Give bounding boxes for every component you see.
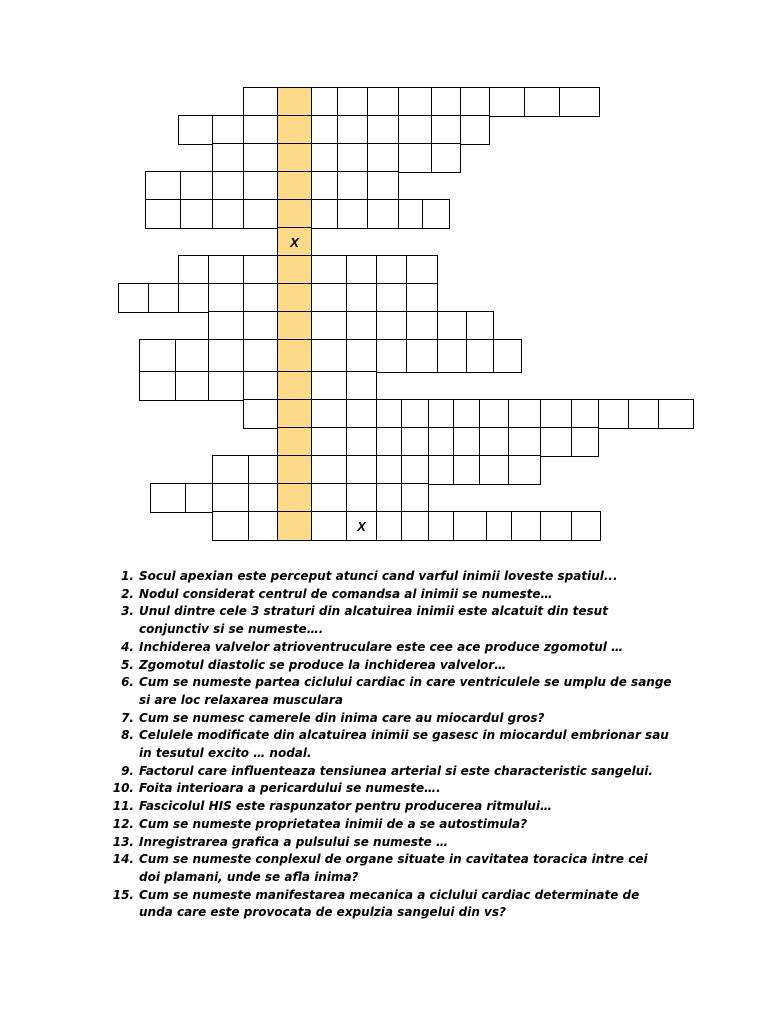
clue-item — [112, 763, 672, 781]
crossword-cell[interactable] — [376, 427, 402, 457]
clue-item — [112, 586, 672, 604]
crossword-cell[interactable] — [376, 483, 402, 513]
crossword-cell-highlighted[interactable] — [277, 339, 312, 373]
crossword-cell[interactable] — [243, 339, 278, 373]
crossword-cell[interactable] — [406, 255, 438, 285]
crossword-cell[interactable] — [460, 87, 490, 117]
crossword-cell[interactable] — [422, 199, 450, 229]
crossword-cell[interactable] — [311, 255, 347, 285]
crossword-cell[interactable] — [311, 171, 338, 201]
clue-number: 5. — [121, 657, 134, 672]
crossword-cell[interactable] — [346, 427, 377, 457]
crossword-cell[interactable] — [337, 171, 368, 201]
crossword-cell[interactable] — [178, 283, 209, 313]
crossword-cell[interactable] — [460, 115, 490, 145]
clue-item — [112, 710, 672, 728]
crossword-cell[interactable] — [346, 311, 377, 341]
crossword-cell[interactable] — [376, 339, 407, 373]
crossword-cell[interactable] — [311, 115, 338, 145]
clue-list — [112, 568, 672, 922]
crossword-cell[interactable] — [453, 399, 480, 429]
crossword-cell-highlighted[interactable] — [277, 511, 312, 541]
crossword-cell[interactable] — [508, 427, 541, 457]
crossword-cell[interactable] — [398, 115, 432, 145]
clue-text: Zgomotul diastolic se produce la inchiderea valvelor… — [139, 657, 507, 672]
crossword-cell[interactable] — [212, 199, 244, 229]
clue-text: Factorul care influenteaza tensiunea arterial si este characteristic sangelui. — [139, 763, 653, 778]
crossword-cell[interactable] — [401, 399, 429, 429]
crossword-cell[interactable] — [243, 143, 278, 173]
clue-number: 1. — [121, 569, 134, 583]
crossword-cell[interactable] — [337, 143, 368, 173]
crossword-cell[interactable] — [466, 339, 494, 373]
crossword-cell[interactable] — [243, 115, 278, 145]
crossword-cell[interactable] — [311, 311, 347, 341]
crossword-cell[interactable] — [489, 87, 525, 117]
crossword-cell[interactable] — [212, 511, 249, 541]
crossword-cell[interactable] — [337, 199, 368, 229]
crossword-cell-highlighted[interactable] — [277, 283, 312, 313]
crossword-cell[interactable] — [493, 339, 522, 373]
crossword-cell-highlighted[interactable] — [277, 427, 312, 457]
crossword-cell[interactable] — [346, 371, 377, 401]
crossword-cell[interactable] — [178, 255, 209, 285]
clue-number: 12. — [112, 816, 134, 831]
crossword-cell-highlighted[interactable] — [277, 115, 312, 145]
crossword-cell[interactable] — [311, 87, 338, 117]
crossword-cell[interactable] — [598, 399, 629, 429]
crossword-cell[interactable] — [406, 339, 438, 373]
crossword-cell[interactable] — [367, 171, 399, 201]
crossword-cell[interactable] — [346, 283, 377, 313]
clue-text: Cum se numeste manifestarea mecanica a ciclului cardiac determinate de unda care este provocata de expulzia sangelui din vs? — [139, 887, 640, 920]
crossword-cell-highlighted[interactable] — [277, 483, 312, 513]
crossword-cell[interactable] — [571, 511, 601, 541]
cell-mark: X — [357, 518, 366, 534]
crossword-cell[interactable] — [479, 427, 509, 457]
crossword-cell[interactable] — [437, 311, 467, 341]
crossword-cell[interactable] — [180, 171, 213, 201]
crossword-cell[interactable] — [431, 87, 461, 117]
crossword-cell[interactable] — [212, 171, 244, 201]
clue-number: 2. — [121, 586, 134, 601]
crossword-cell[interactable] — [401, 483, 429, 513]
crossword-cell[interactable] — [511, 511, 541, 541]
clue-item — [112, 674, 672, 709]
crossword-cell[interactable] — [208, 283, 244, 313]
crossword-cell[interactable] — [428, 455, 454, 485]
clue-text: Cum se numeste proprietatea inimii de a se autostimula? — [139, 816, 528, 831]
crossword-cell[interactable] — [311, 483, 347, 513]
crossword-cell[interactable] — [540, 511, 572, 541]
crossword-cell[interactable] — [175, 339, 209, 373]
crossword-cell[interactable] — [346, 339, 377, 373]
crossword-cell[interactable] — [208, 311, 244, 341]
clue-number: 15. — [112, 887, 134, 902]
clue-item — [112, 834, 672, 852]
crossword-cell[interactable] — [376, 283, 407, 313]
clue-text: Socul apexian este perceput atunci cand varful inimii loveste spatiul... — [139, 569, 618, 583]
clue-item — [112, 657, 672, 675]
crossword-cell[interactable] — [428, 399, 454, 429]
crossword-cell[interactable] — [346, 483, 377, 513]
crossword-cell[interactable] — [243, 171, 278, 201]
crossword-cell[interactable] — [376, 399, 402, 429]
clue-number: 14. — [112, 852, 134, 867]
crossword-cell[interactable] — [243, 311, 278, 341]
crossword-cell[interactable] — [243, 399, 278, 429]
crossword-cell[interactable] — [178, 115, 213, 145]
crossword-cell[interactable] — [346, 511, 377, 541]
clue-number: 3. — [121, 604, 134, 619]
clue-number: 4. — [121, 639, 134, 654]
crossword-cell[interactable] — [311, 199, 338, 229]
crossword-cell-highlighted[interactable] — [277, 311, 312, 341]
crossword-cell[interactable] — [248, 455, 278, 485]
clue-item — [112, 816, 672, 834]
crossword-cell-highlighted[interactable] — [277, 371, 312, 401]
clue-number: 10. — [112, 781, 134, 796]
crossword-cell[interactable] — [185, 483, 213, 513]
crossword-cell[interactable] — [571, 427, 599, 457]
clue-text: Unul dintre cele 3 straturi din alcatuirea inimii este alcatuit din tesut conjunctiv si se numeste…. — [139, 604, 608, 637]
crossword-cell[interactable] — [367, 115, 399, 145]
crossword-cell[interactable] — [311, 371, 347, 401]
clue-text: Cum se numeste partea ciclului cardiac in care ventriculele se umplu de sange si are loc relaxarea musculara — [139, 675, 672, 707]
clue-item — [112, 851, 672, 886]
crossword-cell[interactable] — [453, 427, 480, 457]
crossword-cell[interactable] — [367, 143, 399, 173]
crossword-cell[interactable] — [367, 199, 399, 229]
crossword-cell[interactable] — [212, 115, 244, 145]
crossword-cell[interactable] — [311, 455, 347, 485]
crossword-cell-highlighted[interactable] — [277, 143, 312, 173]
crossword-cell[interactable] — [139, 371, 176, 401]
crossword-cell[interactable] — [540, 427, 572, 457]
crossword-cell[interactable] — [428, 511, 454, 541]
crossword-cell[interactable] — [337, 115, 368, 145]
clue-text: Celulele modificate din alcatuirea inimii se gasesc in miocardul embrionar sau in tesutul excito … nodal. — [139, 728, 669, 761]
clue-text: Foita interioara a pericardului se numeste…. — [139, 781, 441, 796]
crossword-cell[interactable] — [311, 283, 347, 313]
crossword-cell[interactable] — [431, 143, 461, 173]
crossword-cell[interactable] — [508, 455, 541, 485]
crossword-cell[interactable] — [346, 255, 377, 285]
crossword-cell[interactable] — [658, 399, 694, 429]
clue-item — [112, 887, 672, 922]
crossword-cell[interactable] — [150, 483, 186, 513]
crossword-cell[interactable] — [428, 427, 454, 457]
crossword-cell[interactable] — [431, 115, 461, 145]
crossword-cell[interactable] — [118, 283, 149, 313]
cell-mark: X — [290, 234, 299, 250]
clue-text: Inchiderea valvelor atrioventruculare este cee ace produce zgomotul … — [139, 639, 624, 654]
crossword-cell[interactable] — [398, 87, 432, 117]
clue-text: Nodul considerat centrul de comandsa al inimii se numeste… — [139, 586, 553, 601]
clue-item — [112, 780, 672, 798]
crossword-cell[interactable] — [243, 371, 278, 401]
clue-number: 6. — [121, 675, 134, 690]
clue-item — [112, 568, 672, 586]
clue-text: Inregistrarea grafica a pulsului se numeste … — [139, 834, 448, 849]
clue-text: Cum se numeste conplexul de organe situate in cavitatea toracica intre cei doi plamani, unde se afla inima? — [139, 852, 648, 884]
crossword-cell[interactable] — [398, 199, 423, 229]
crossword-cell[interactable] — [508, 399, 541, 429]
crossword-cell[interactable] — [401, 427, 429, 457]
crossword-cell[interactable] — [208, 339, 244, 373]
clue-number: 13. — [112, 834, 134, 849]
crossword-cell[interactable] — [311, 339, 347, 373]
crossword-cell[interactable] — [311, 399, 347, 429]
crossword-cell-highlighted[interactable] — [277, 399, 312, 429]
crossword-cell[interactable] — [559, 87, 600, 117]
crossword-cell[interactable] — [571, 399, 599, 429]
crossword-cell[interactable] — [212, 455, 249, 485]
crossword-cell[interactable] — [248, 511, 278, 541]
crossword-cell[interactable] — [243, 199, 278, 229]
crossword-cell[interactable] — [479, 399, 509, 429]
clue-item — [112, 639, 672, 657]
crossword-cell[interactable] — [175, 371, 209, 401]
crossword-cell[interactable] — [212, 143, 244, 173]
crossword-cell-highlighted[interactable] — [277, 171, 312, 201]
crossword-cell[interactable] — [437, 339, 467, 373]
crossword-cell-highlighted[interactable] — [277, 227, 312, 257]
crossword-cell[interactable] — [346, 399, 377, 429]
crossword-cell[interactable] — [243, 255, 278, 285]
crossword-cell[interactable] — [346, 455, 377, 485]
crossword-cell[interactable] — [406, 283, 438, 313]
clue-item — [112, 798, 672, 816]
crossword-cell[interactable] — [376, 455, 402, 485]
crossword-cell[interactable] — [376, 255, 407, 285]
clue-text: Fascicolul HIS este raspunzator pentru producerea ritmului… — [139, 799, 552, 814]
clue-item — [112, 727, 672, 762]
crossword-cell[interactable] — [401, 511, 429, 541]
clue-number: 11. — [112, 799, 134, 814]
crossword-cell[interactable] — [376, 311, 407, 341]
crossword-cell[interactable] — [367, 87, 399, 117]
crossword-cell[interactable] — [148, 283, 179, 313]
crossword-cell[interactable] — [398, 143, 432, 173]
crossword-cell[interactable] — [212, 483, 249, 513]
crossword-cell-highlighted[interactable] — [277, 199, 312, 229]
crossword-cell-highlighted[interactable] — [277, 255, 312, 285]
clue-number: 9. — [121, 763, 134, 778]
crossword-cell[interactable] — [453, 455, 480, 485]
crossword-cell[interactable] — [486, 511, 512, 541]
crossword-cell[interactable] — [145, 199, 181, 229]
crossword-cell[interactable] — [628, 399, 659, 429]
crossword-cell[interactable] — [145, 171, 181, 201]
clue-number: 7. — [121, 710, 134, 725]
crossword-cell[interactable] — [243, 283, 278, 313]
crossword-cell[interactable] — [139, 339, 176, 373]
crossword-cell[interactable] — [243, 87, 278, 117]
crossword-cell[interactable] — [479, 455, 509, 485]
crossword-cell[interactable] — [540, 399, 572, 429]
crossword-cell[interactable] — [466, 311, 494, 341]
crossword-cell-highlighted[interactable] — [277, 87, 312, 117]
crossword-cell[interactable] — [248, 483, 278, 513]
crossword-cell[interactable] — [524, 87, 560, 117]
crossword-cell[interactable] — [208, 255, 244, 285]
clue-item — [112, 603, 672, 638]
crossword-cell[interactable] — [401, 455, 429, 485]
crossword-cell[interactable] — [311, 511, 347, 541]
crossword-cell[interactable] — [311, 427, 347, 457]
clue-number: 8. — [121, 728, 134, 743]
crossword-cell-highlighted[interactable] — [277, 455, 312, 485]
crossword-cell[interactable] — [453, 511, 487, 541]
crossword-cell[interactable] — [311, 143, 338, 173]
crossword-cell[interactable] — [208, 371, 244, 401]
crossword-cell[interactable] — [180, 199, 213, 229]
crossword-cell[interactable] — [337, 87, 368, 117]
clue-text: Cum se numesc camerele din inima care au miocardul gros? — [139, 710, 545, 725]
crossword-cell[interactable] — [406, 311, 438, 341]
crossword-cell[interactable] — [376, 511, 402, 541]
